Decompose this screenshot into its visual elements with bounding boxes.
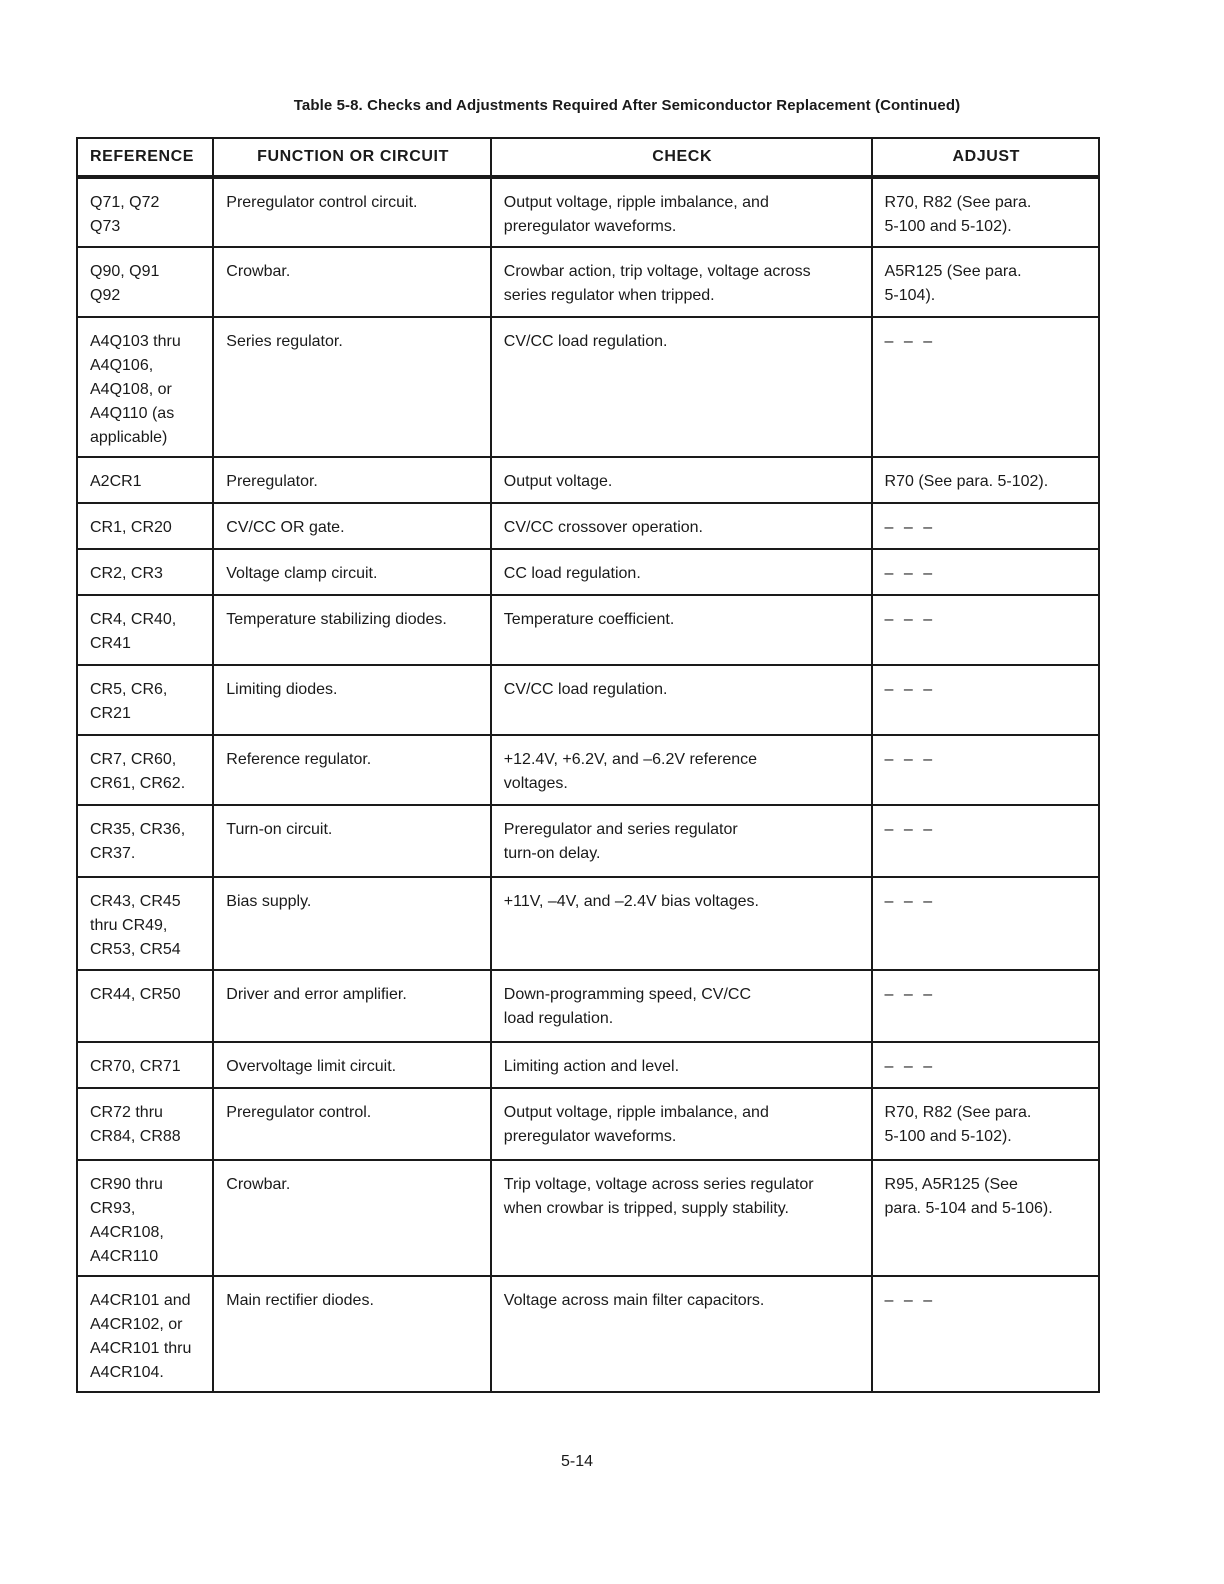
cell-reference: CR5, CR6, CR21 (77, 665, 213, 735)
cell-adjust: – – – (872, 665, 1099, 735)
cell-function: Crowbar. (213, 1160, 491, 1276)
header-function: FUNCTION OR CIRCUIT (213, 138, 491, 177)
cell-function: CV/CC OR gate. (213, 503, 491, 549)
cell-check: Limiting action and level. (491, 1042, 872, 1088)
table-row (77, 457, 1099, 503)
cell-adjust: – – – (872, 503, 1099, 549)
cell-adjust: – – – (872, 595, 1099, 665)
cell-adjust: R70, R82 (See para. 5-100 and 5-102). (872, 177, 1099, 247)
table-row (77, 1042, 1099, 1088)
cell-reference: CR1, CR20 (77, 503, 213, 549)
cell-reference: CR72 thru CR84, CR88 (77, 1088, 213, 1160)
cell-adjust: R70, R82 (See para. 5-100 and 5-102). (872, 1088, 1099, 1160)
cell-check: Crowbar action, trip voltage, voltage across series regulator when tripped. (491, 247, 872, 317)
cell-adjust: R95, A5R125 (See para. 5-104 and 5-106). (872, 1160, 1099, 1276)
table-row (77, 1276, 1099, 1392)
cell-function: Main rectifier diodes. (213, 1276, 491, 1392)
table-row (77, 805, 1099, 877)
cell-reference: Q71, Q72 Q73 (77, 177, 213, 247)
table-row (77, 247, 1099, 317)
cell-check: +12.4V, +6.2V, and –6.2V reference voltages. (491, 735, 872, 805)
cell-check: Preregulator and series regulator turn-on delay. (491, 805, 872, 877)
header-check: CHECK (491, 138, 872, 177)
cell-reference: CR35, CR36, CR37. (77, 805, 213, 877)
table-row (77, 877, 1099, 970)
table-title: Table 5-8. Checks and Adjustments Required After Semiconductor Replacement (Continued) (293, 97, 961, 114)
table-row (77, 177, 1099, 247)
table-row (77, 595, 1099, 665)
cell-function: Series regulator. (213, 317, 491, 457)
cell-adjust: – – – (872, 549, 1099, 595)
cell-reference: CR4, CR40, CR41 (77, 595, 213, 665)
cell-function: Preregulator. (213, 457, 491, 503)
cell-function: Preregulator control. (213, 1088, 491, 1160)
cell-reference: CR70, CR71 (77, 1042, 213, 1088)
cell-function: Preregulator control circuit. (213, 177, 491, 247)
header-reference: REFERENCE (77, 138, 213, 177)
cell-reference: A4CR101 and A4CR102, or A4CR101 thru A4CR104. (77, 1276, 213, 1392)
cell-check: CC load regulation. (491, 549, 872, 595)
cell-check: Trip voltage, voltage across series regulator when crowbar is tripped, supply stability. (491, 1160, 872, 1276)
cell-check: CV/CC load regulation. (491, 317, 872, 457)
table-row (77, 665, 1099, 735)
cell-check: Output voltage. (491, 457, 872, 503)
cell-check: CV/CC crossover operation. (491, 503, 872, 549)
page-number: 5-14 (560, 1453, 594, 1470)
cell-check: CV/CC load regulation. (491, 665, 872, 735)
cell-adjust: – – – (872, 805, 1099, 877)
cell-check: Down-programming speed, CV/CC load regulation. (491, 970, 872, 1042)
cell-adjust: – – – (872, 877, 1099, 970)
header-adjust: ADJUST (872, 138, 1099, 177)
cell-adjust: – – – (872, 1276, 1099, 1392)
cell-function: Driver and error amplifier. (213, 970, 491, 1042)
cell-function: Reference regulator. (213, 735, 491, 805)
table-header-row (77, 138, 1099, 177)
cell-function: Bias supply. (213, 877, 491, 970)
table-row (77, 1088, 1099, 1160)
cell-function: Overvoltage limit circuit. (213, 1042, 491, 1088)
table-row (77, 317, 1099, 457)
cell-reference: CR44, CR50 (77, 970, 213, 1042)
cell-function: Temperature stabilizing diodes. (213, 595, 491, 665)
checks-adjustments-table (76, 137, 1100, 1393)
cell-check: Temperature coefficient. (491, 595, 872, 665)
cell-function: Turn-on circuit. (213, 805, 491, 877)
cell-reference: CR7, CR60, CR61, CR62. (77, 735, 213, 805)
cell-reference: CR43, CR45 thru CR49, CR53, CR54 (77, 877, 213, 970)
cell-adjust: – – – (872, 735, 1099, 805)
cell-reference: A4Q103 thru A4Q106, A4Q108, or A4Q110 (as applicable) (77, 317, 213, 457)
table-row (77, 549, 1099, 595)
cell-check: +11V, –4V, and –2.4V bias voltages. (491, 877, 872, 970)
table-row (77, 735, 1099, 805)
cell-check: Voltage across main filter capacitors. (491, 1276, 872, 1392)
cell-adjust: – – – (872, 317, 1099, 457)
table-row (77, 970, 1099, 1042)
cell-check: Output voltage, ripple imbalance, and preregulator waveforms. (491, 177, 872, 247)
cell-adjust: A5R125 (See para. 5-104). (872, 247, 1099, 317)
cell-reference: CR2, CR3 (77, 549, 213, 595)
cell-function: Crowbar. (213, 247, 491, 317)
cell-adjust: R70 (See para. 5-102). (872, 457, 1099, 503)
cell-reference: A2CR1 (77, 457, 213, 503)
cell-reference: Q90, Q91 Q92 (77, 247, 213, 317)
cell-check: Output voltage, ripple imbalance, and preregulator waveforms. (491, 1088, 872, 1160)
cell-function: Voltage clamp circuit. (213, 549, 491, 595)
cell-reference: CR90 thru CR93, A4CR108, A4CR110 (77, 1160, 213, 1276)
cell-adjust: – – – (872, 1042, 1099, 1088)
table-row (77, 1160, 1099, 1276)
table-row (77, 503, 1099, 549)
cell-adjust: – – – (872, 970, 1099, 1042)
cell-function: Limiting diodes. (213, 665, 491, 735)
